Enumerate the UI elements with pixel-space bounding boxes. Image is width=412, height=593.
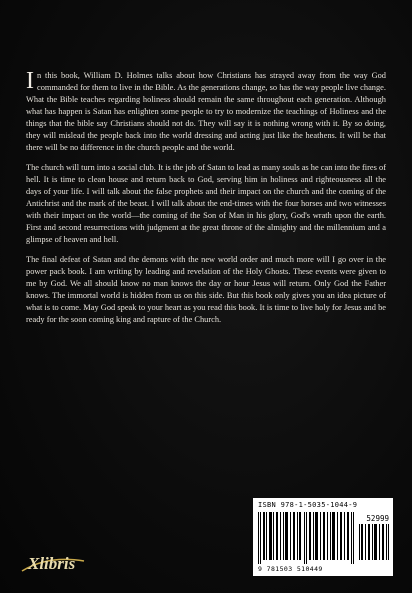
paragraph-1-text: n this book, William D. Holmes talks about how Christians has strayed away from the way God commanded for them to live in the Bible. As the generations change, so has the way people live change. What the Bible teaches regarding holiness should remain the same throughout each generation. Although what has happen is Satan has enlighten some people to try to modernize the teachings of Holiness and the things that the bible say Christians should not do. They will say it is nothing wrong with it. By so doing, they will mislead the people back into the world dressing and acting just like the heathens. It will be that there will be no difference in the church people and the world. [26,71,386,152]
publisher-logo-text: Xlibris [28,554,76,573]
publisher-logo [18,551,88,577]
barcode-box [253,498,393,576]
synopsis-paragraph-2: The church will turn into a social club. It is the job of Satan to lead as many souls as he can into the fires of hell. It is time to clean house and return back to God, serving him in holiness and righteousness all the days of your life. I will talk about the false prophets and their impact on the church and the coming of the Antichrist and the mark of the beast. I will talk about the end-times with the four horses and two witnesses with their impact on the world—the coming of the Son of Man in his glory, God's wrath upon the earth. First and second resurrections with judgment at the great throne of the almighty and the millennium and a glimpse of heaven and hell. [26,163,386,244]
price-barcode-icon [359,524,389,560]
synopsis-paragraph-1 [26,70,386,154]
drop-cap: I [26,68,34,94]
price-code: 52999 [366,514,389,523]
barcode-digits: 9 781503 510449 [258,565,323,573]
synopsis-text [26,70,386,334]
barcode-icon [258,512,354,564]
isbn-label: ISBN 978-1-5035-1044-9 [258,501,358,509]
synopsis-paragraph-3: The final defeat of Satan and the demons with the new world order and much more will I go over in the power pack book. I am writing by leading and revelation of the Holy Ghosts. These events were given to me by God. We all should know no man knows the day or hour Jesus will return. Only God the Father knows. The immortal world is hidden from us on this side. But this book only gives you an idea picture of what is to come. May God speak to your heart as you read this book. It is time to live holy for Jesus and be ready for the soon coming king and rapture of the Church. [26,255,386,324]
